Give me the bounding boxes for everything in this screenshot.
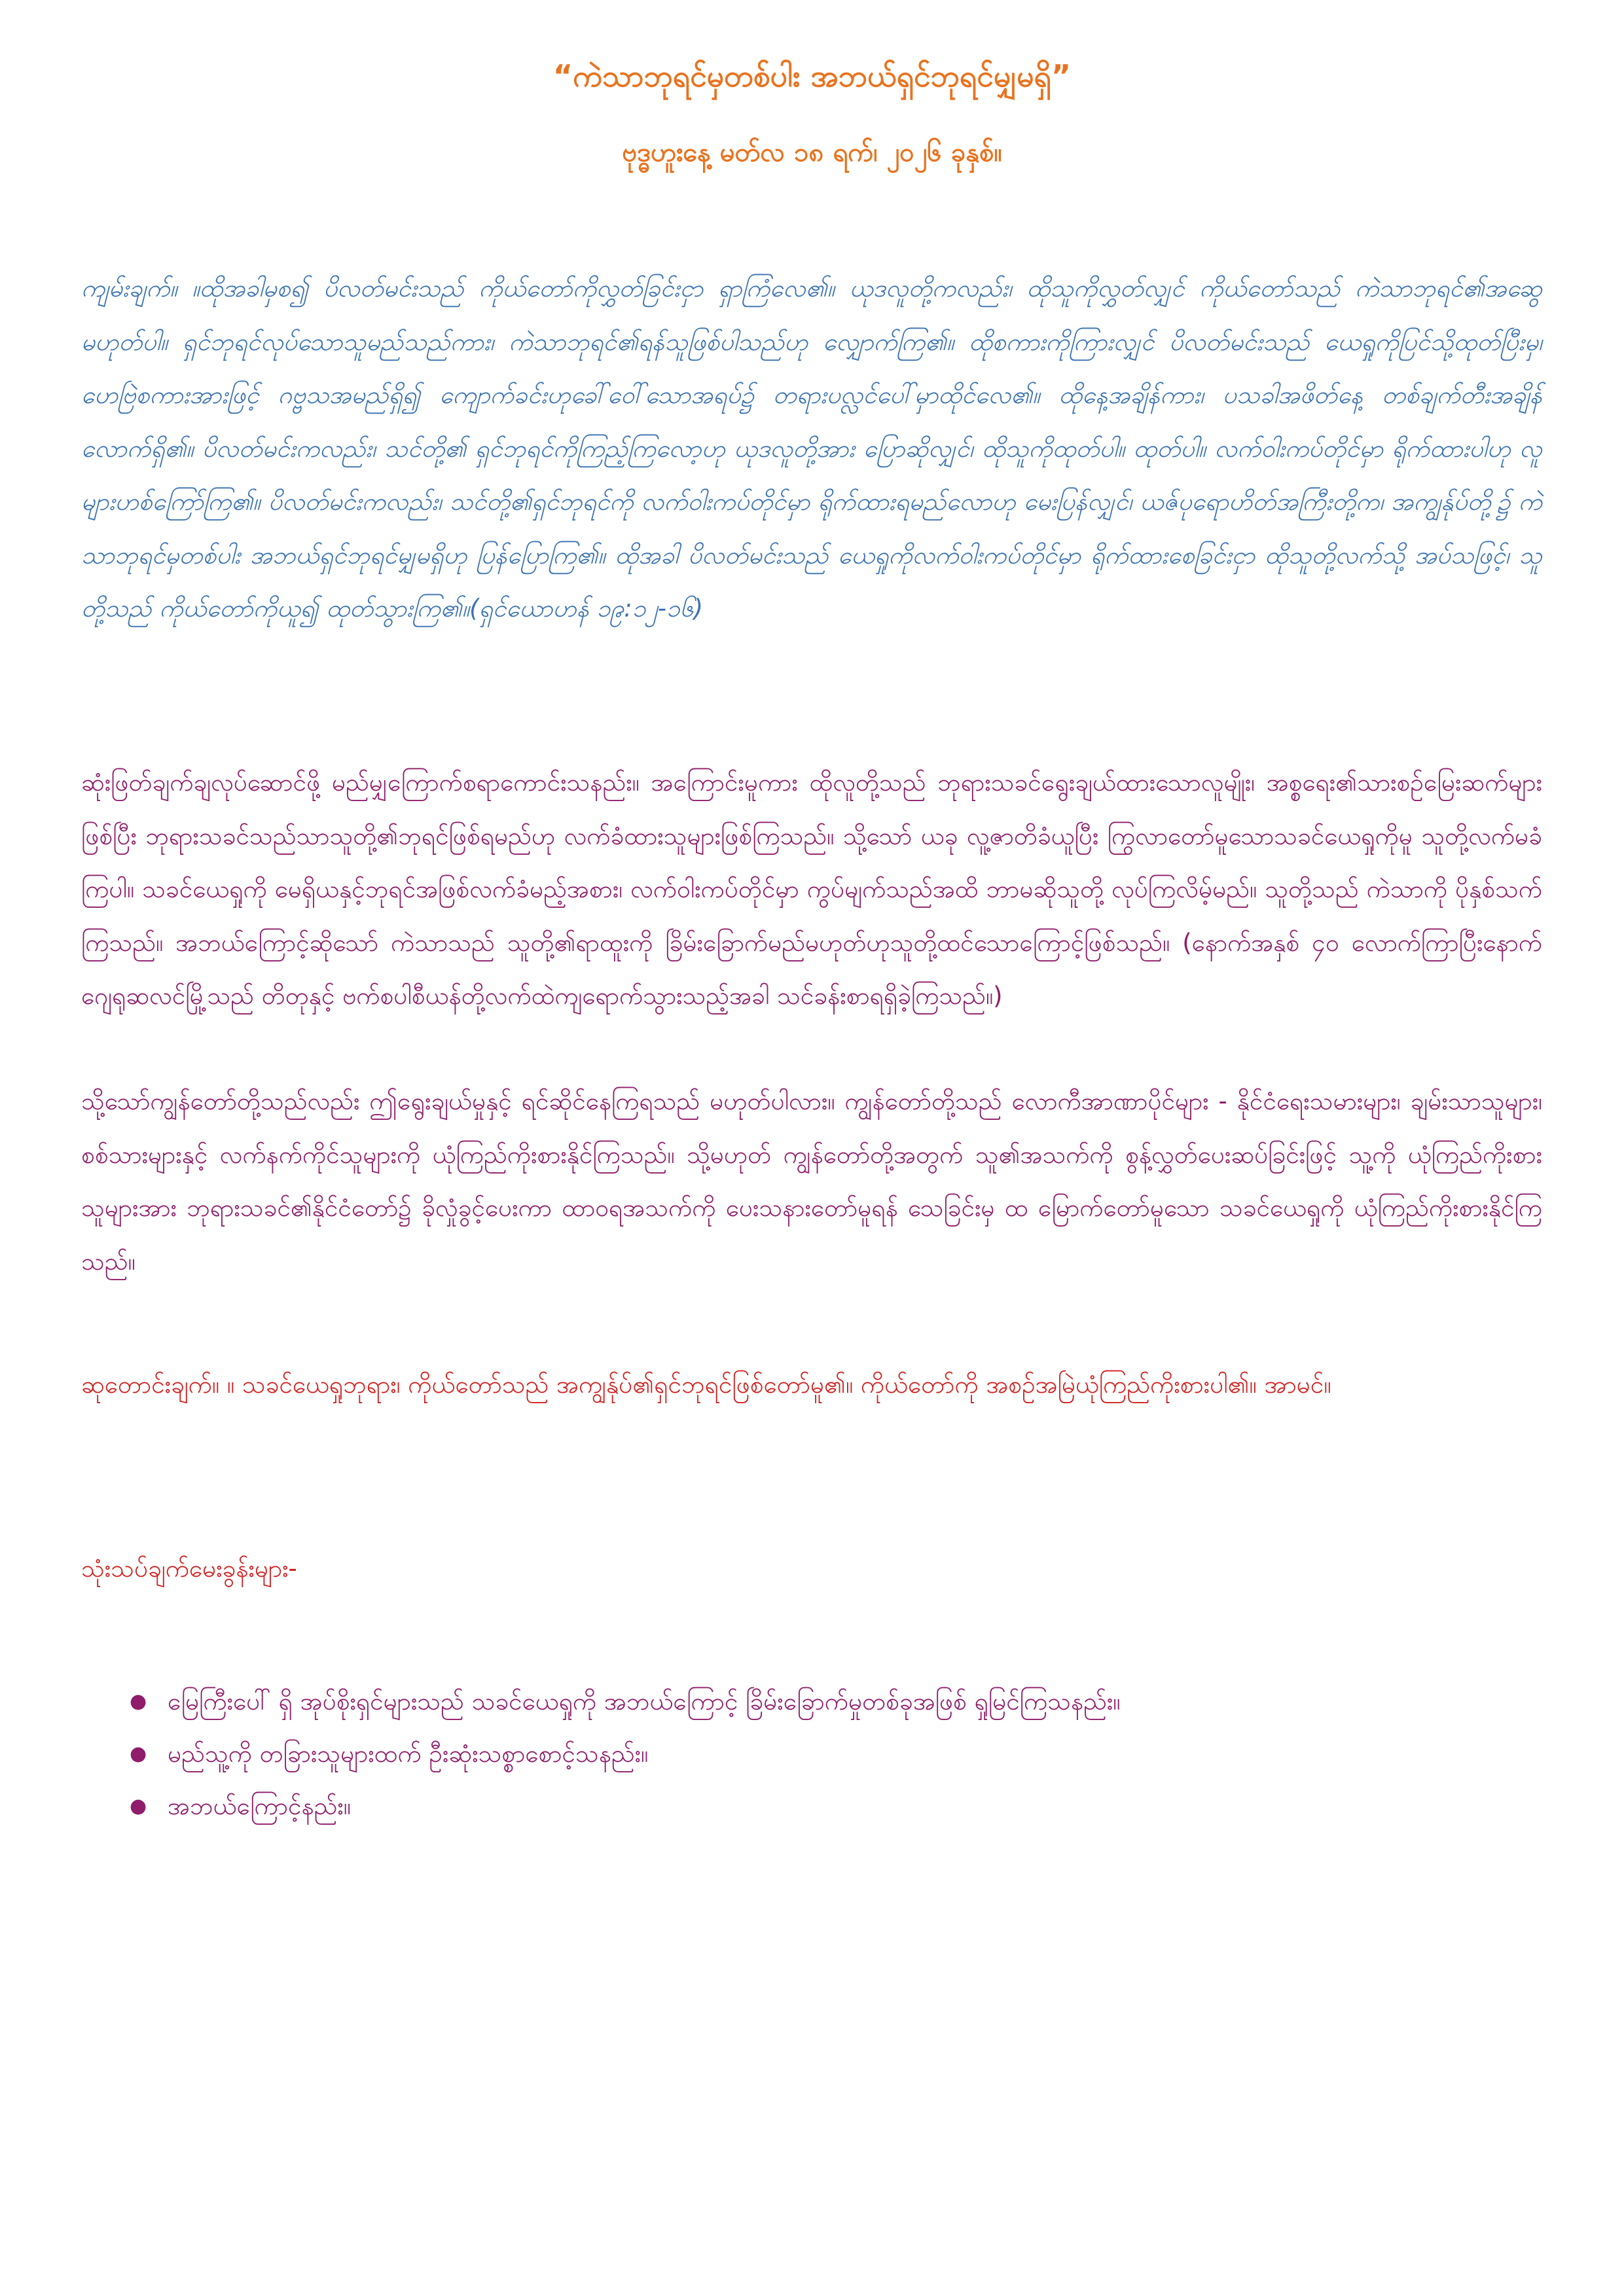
questions-heading: သုံးသပ်ချက်မေးခွန်းများ-: [81, 1554, 297, 1583]
bullet-icon: ●: [130, 1795, 147, 1818]
question-text: မြေကြီးပေါ် ရှိ အုပ်စိုးရှင်များသည် သခင်ယေရှုကို အဘယ်ကြောင့် ခြိမ်းခြောက်မှုတစ်ခုအဖြစ် ရှုမြင်ကြသနည်း။: [168, 1687, 1121, 1715]
question-text: မည်သူ့ကို တခြားသူများထက် ဦးဆုံးသစ္စာစောင့်သနည်း။: [168, 1740, 649, 1768]
question-text: အဘယ်ကြောင့်နည်း။: [168, 1792, 351, 1820]
question-item: [124, 1780, 1499, 1833]
bullet-icon: ●: [130, 1690, 147, 1713]
page-date: ဗုဒ္ဓဟူးနေ့ မတ်လ ၁၈ ရက်၊ ၂၀၂၆ ခုနှစ်။: [622, 137, 1002, 168]
bullet-icon: ●: [130, 1742, 147, 1765]
scripture-passage: ကျမ်းချက်။ ။ထိုအခါမှစ၍ ပိလတ်မင်းသည် ကိုယ်တော်ကိုလွှတ်ခြင်းငှာ ရှာကြံလေ၏။ ယုဒလူတို့ကလည်း၊ ထိုသူကိုလွှတ်လျှင် ကိုယ်တော်သည် ကဲသာဘုရင်၏အဆွေ မဟုတ်ပါ။ ရှင်ဘုရင်လုပ်သောသူမည်သည်ကား၊ ကဲသာဘုရင်၏ရန်သူဖြစ်ပါသည်ဟု လျှောက်ကြ၏။ ထိုစကားကိုကြားလျှင် ပိလတ်မင်းသည် ယေရှုကိုပြင်သို့ထုတ်ပြီးမှ၊ ဟေဗြဲစကားအားဖြင့် ဂဗ္ဗသအမည်ရှိ၍ ကျောက်ခင်းဟုခေါ်ဝေါ်သောအရပ်၌ တရားပလ္လင်ပေါ်မှာထိုင်လေ၏။ ထိုနေ့အချိန်ကား၊ ပသခါအဖိတ်နေ့ တစ်ချက်တီးအချိန်လောက်ရှိ၏။ ပိလတ်မင်းကလည်း၊ သင်တို့၏ ရှင်ဘုရင်ကိုကြည့်ကြလော့ဟု ယုဒလူတို့အား ပြောဆိုလျှင်၊ ထိုသူကိုထုတ်ပါ။ ထုတ်ပါ။ လက်ဝါးကပ်တိုင်မှာ ရိုက်ထားပါဟု လူများဟစ်ကြော်ကြ၏။ ပိလတ်မင်းကလည်း၊ သင်တို့၏ရှင်ဘုရင်ကို လက်ဝါးကပ်တိုင်မှာ ရိုက်ထားရမည်လောဟု မေးပြန်လျှင်၊ ယဇ်ပုရောဟိတ်အကြီးတို့က၊ အကျွန်ုပ်တို့၌ ကဲသာဘုရင်မှတစ်ပါး အဘယ်ရှင်ဘုရင်မျှမရှိဟု ပြန်ပြောကြ၏။ ထိုအခါ ပိလတ်မင်းသည် ယေရှုကိုလက်ဝါးကပ်တိုင်မှာ ရိုက်ထားစေခြင်းငှာ ထိုသူတို့လက်သို့ အပ်သဖြင့်၊ သူတို့သည် ကိုယ်တော်ကိုယူ၍ ထုတ်သွားကြ၏။(ရှင်ယောဟန် ၁၉:၁၂-၁၆): [81, 274, 1542, 622]
reflection-paragraph-2: သို့သော်ကျွန်တော်တို့သည်လည်း ဤရွေးချယ်မှုနှင့် ရင်ဆိုင်နေကြရသည် မဟုတ်ပါလား။ ကျွန်တော်တို့သည် လောကီအာဏာပိုင်များ - နိုင်ငံရေးသမားများ၊ ချမ်းသာသူများ၊ စစ်သားများနှင့် လက်နက်ကိုင်သူများကို ယုံကြည်ကိုးစားနိုင်ကြသည်။ သို့မဟုတ် ကျွန်တော်တို့အတွက် သူ၏အသက်ကို စွန့်လွှတ်ပေးဆပ်ခြင်းဖြင့် သူ့ကို ယုံကြည်ကိုးစားသူများအား ဘုရားသခင်၏နိုင်ငံတော်၌ ခိုလှုံခွင့်ပေးကာ ထာဝရအသက်ကို ပေးသနားတော်မူရန် သေခြင်းမှ ထ မြောက်တော်မူသော သခင်ယေရှုကို ယုံကြည်ကိုးစားနိုင်ကြသည်။: [81, 1087, 1542, 1276]
reflection-paragraph-1: ဆုံးဖြတ်ချက်ချလုပ်ဆောင်ဖို့ မည်မျှကြောက်စရာကောင်းသနည်း။ အကြောင်းမူကား ထိုလူတို့သည် ဘုရားသခင်ရွေးချယ်ထားသောလူမျိုး၊ အစ္စရေး၏သားစဉ်မြေးဆက်များဖြစ်ပြီး ဘုရားသခင်သည်သာသူတို့၏ဘုရင်ဖြစ်ရမည်ဟု လက်ခံထားသူများဖြစ်ကြသည်။ သို့သော် ယခု လူ့ဇာတိခံယူပြီး ကြွလာတော်မူသောသခင်ယေရှုကိုမူ သူတို့လက်မခံကြပါ။ သခင်ယေရှုကို မေရှိယနှင့်ဘုရင်အဖြစ်လက်ခံမည့်အစား၊ လက်ဝါးကပ်တိုင်မှာ ကွပ်မျက်သည်အထိ ဘာမဆိုသူတို့ လုပ်ကြလိမ့်မည်။ သူတို့သည် ကဲသာကို ပိုနှစ်သက်ကြသည်။ အဘယ်ကြောင့်ဆိုသော် ကဲသာသည် သူတို့၏ရာထူးကို ခြိမ်းခြောက်မည်မဟုတ်ဟုသူတို့ထင်သောကြောင့်ဖြစ်သည်။ (နောက်အနှစ် ၄၀ လောက်ကြာပြီးနောက် ဂျေရုဆလင်မြို့သည် တိတုနှင့် ဗက်စပါစီယန်တို့လက်ထဲကျရောက်သွားသည့်အခါ သင်ခန်းစာရရှိခဲ့ကြသည်။): [81, 768, 1542, 1010]
questions-list: [124, 1676, 1499, 1833]
question-item: [124, 1676, 1499, 1728]
question-item: [124, 1728, 1499, 1780]
page-title: “ကဲသာဘုရင်မှတစ်ပါး အဘယ်ရှင်ဘုရင်မျှမရှိ”: [552, 58, 1072, 94]
prayer-paragraph: ဆုတောင်းချက်။ ။ သခင်ယေရှုဘုရား၊ ကိုယ်တော်သည် အကျွန်ုပ်၏ရှင်ဘုရင်ဖြစ်တော်မူ၏။ ကိုယ်တော်ကို အစဉ်အမြဲယုံကြည်ကိုးစားပါ၏။ အာမင်။: [81, 1371, 1331, 1399]
